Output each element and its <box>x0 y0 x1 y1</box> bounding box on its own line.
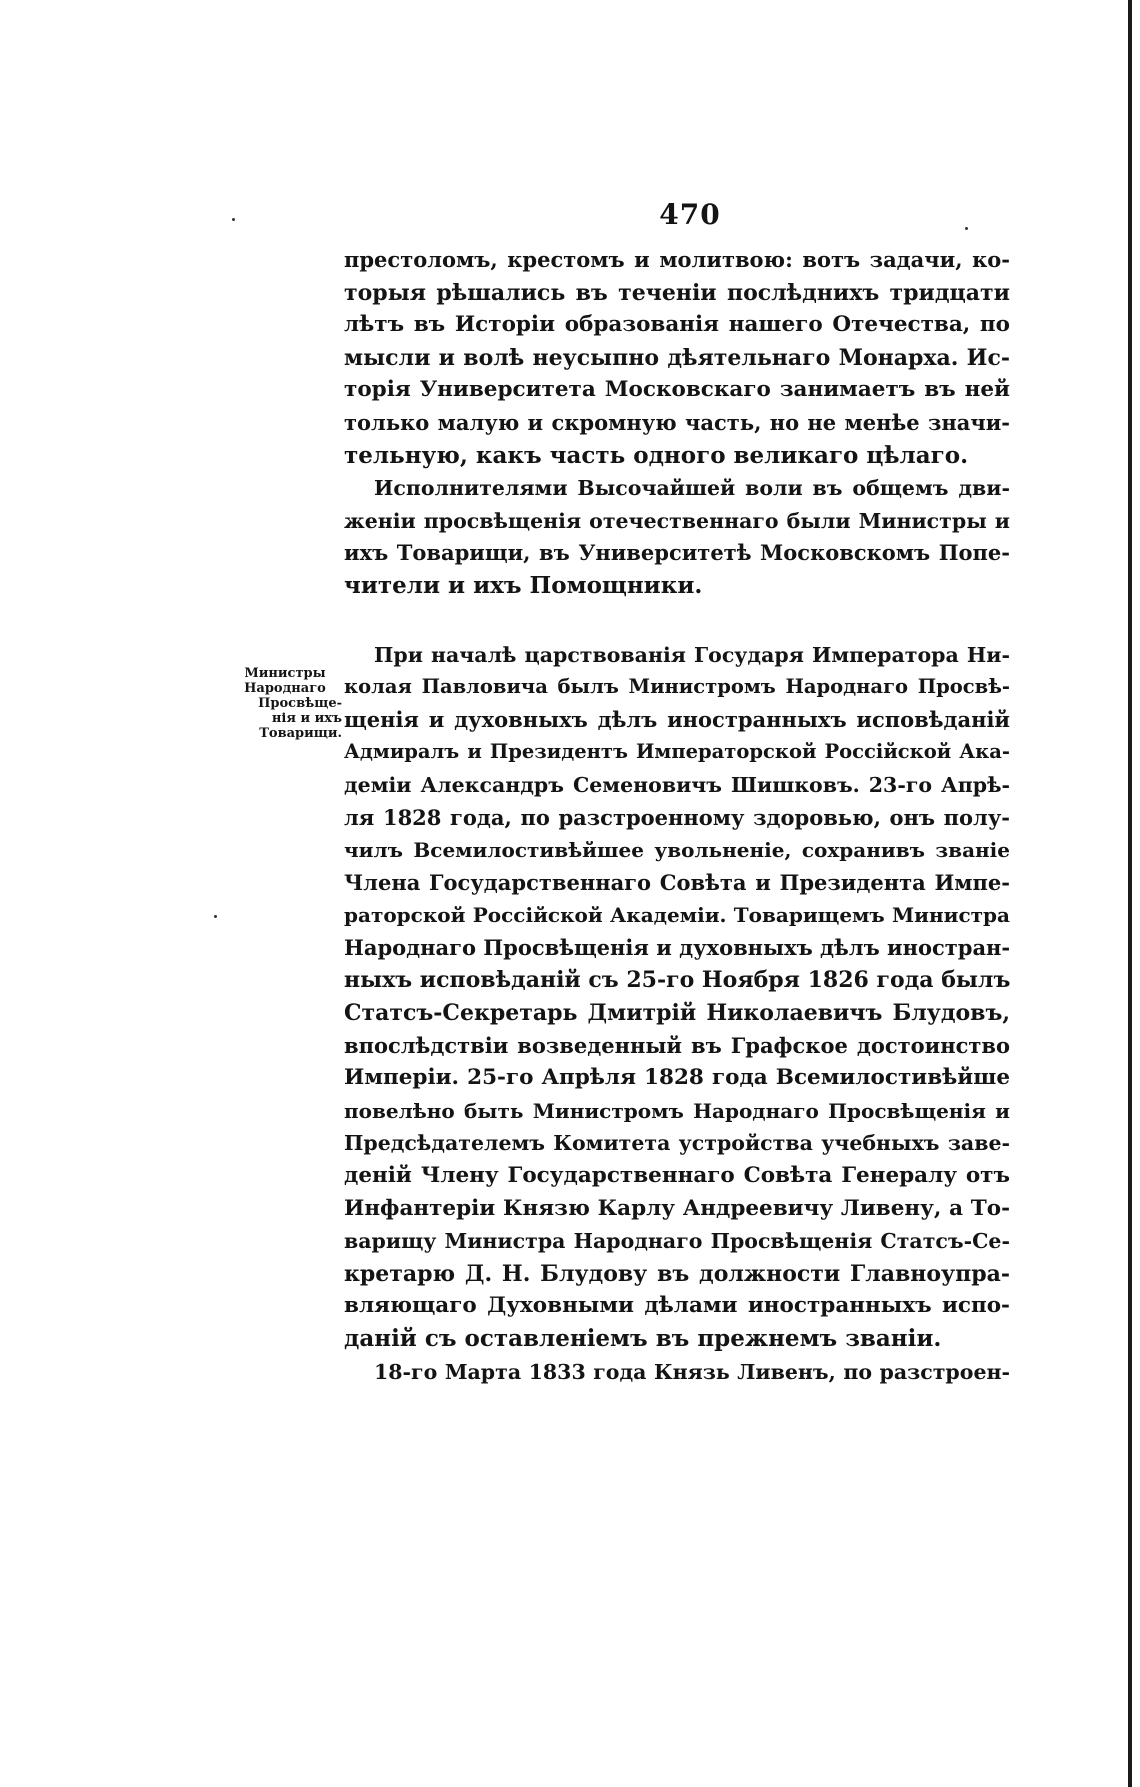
text-line: деміи Александръ Семеновичъ Шишковъ. 23-го Апрѣ- <box>344 772 1010 797</box>
text-line: даній съ оставленіемъ въ прежнемъ званіи. <box>344 1325 942 1352</box>
paragraph <box>344 1356 1010 1389</box>
text-line: кретарю Д. Н. Блудову въ должности Главноупра- <box>344 1260 1010 1287</box>
text-line: женіи просвѣщенія отечественнаго были Министры и <box>344 508 1010 533</box>
margin-note <box>228 666 342 741</box>
print-speck <box>232 218 235 221</box>
text-line: только малую и скромную часть, но не менѣе значи- <box>344 409 1010 435</box>
margin-note-line: Просвѣще- <box>258 696 342 711</box>
text-line: впослѣдствіи возведенный въ Графское достоинство <box>344 1032 1010 1058</box>
margin-note-line: нія и ихъ <box>271 711 342 726</box>
text-line: тельную, какъ часть одного великаго цѣлаго. <box>344 441 969 469</box>
body-text <box>344 244 1010 1388</box>
text-line: Статсъ-Секретарь Дмитрій Николаевичъ Блудовъ, <box>344 1000 1010 1027</box>
text-line: Имперіи. 25-го Апрѣля 1828 года Всемилостивѣйше <box>344 1065 1010 1091</box>
margin-note-line: Товарищи. <box>259 726 342 741</box>
text-line: Предсѣдателемъ Комитета устройства учебныхъ заве- <box>344 1131 1010 1156</box>
page-number: 470 <box>659 198 721 231</box>
print-speck <box>214 915 217 918</box>
paragraph <box>344 639 1010 1356</box>
text-line: торія Университета Московскаго занимаетъ въ ней <box>344 377 1010 403</box>
text-line: Народнаго Просвѣщенія и духовныхъ дѣлъ иностран- <box>344 934 1011 960</box>
text-line: торыя рѣшались въ теченіи послѣднихъ тридцати <box>344 279 1010 306</box>
text-line: престоломъ, крестомъ и молитвою: вотъ задачи, ко- <box>344 247 1010 272</box>
text-line: Адмиралъ и Президентъ Императорской Россійской Ака- <box>344 740 1010 764</box>
text-line: 18-го Марта 1833 года Князь Ливенъ, по разстроен- <box>374 1359 1010 1384</box>
text-line: щенія и духовныхъ дѣлъ иностранныхъ исповѣданій <box>344 706 1010 732</box>
text-line: деній Члену Государственнаго Совѣта Генералу отъ <box>344 1163 1010 1189</box>
text-line: ныхъ исповѣданій съ 25-го Ноября 1826 года былъ <box>344 967 1011 994</box>
text-line: раторской Россійской Академіи. Товарищемъ Министра <box>344 903 1010 928</box>
text-line: вляющаго Духовными дѣлами иностранныхъ испо- <box>344 1293 1010 1319</box>
margin-note-line: Народнаго <box>244 681 326 696</box>
paragraph <box>344 244 1010 472</box>
paragraph <box>344 472 1010 602</box>
text-line: ихъ Товарищи, въ Университетѣ Московскомъ Попе- <box>344 540 1010 566</box>
print-speck <box>965 227 968 230</box>
text-line: мысли и волѣ неусыпно дѣятельнаго Монарха. Ис- <box>344 344 1010 371</box>
text-line: Члена Государственнаго Совѣта и Президента Импе- <box>344 869 1010 895</box>
text-line: лѣтъ въ Исторіи образованія нашего Отечества, по <box>344 312 1010 338</box>
text-line: ля 1828 года, по разстроенному здоровью, онъ полу- <box>344 804 1010 830</box>
text-line: чители и ихъ Помощники. <box>344 571 703 599</box>
text-line: колая Павловича былъ Министромъ Народнаго Просвѣ- <box>344 675 1010 699</box>
margin-note-line: Министры <box>244 666 326 681</box>
text-line: повелѣно быть Министромъ Народнаго Просвѣщенія и <box>344 1098 1010 1123</box>
text-line: При началѣ царствованія Государя Императора Ни- <box>374 642 1010 667</box>
paragraph-gap <box>344 603 1010 639</box>
text-line: варищу Министра Народнаго Просвѣщенія Статсъ-Се- <box>344 1229 1010 1254</box>
page-edge-rule <box>1128 0 1132 1787</box>
text-line: чилъ Всемилостивѣйшее увольненіе, сохранивъ званіе <box>344 838 1010 863</box>
text-line: Исполнителями Высочайшей воли въ общемъ дви- <box>374 476 1010 501</box>
text-line: Инфантеріи Князю Карлу Андреевичу Ливену, а То- <box>344 1195 1010 1221</box>
